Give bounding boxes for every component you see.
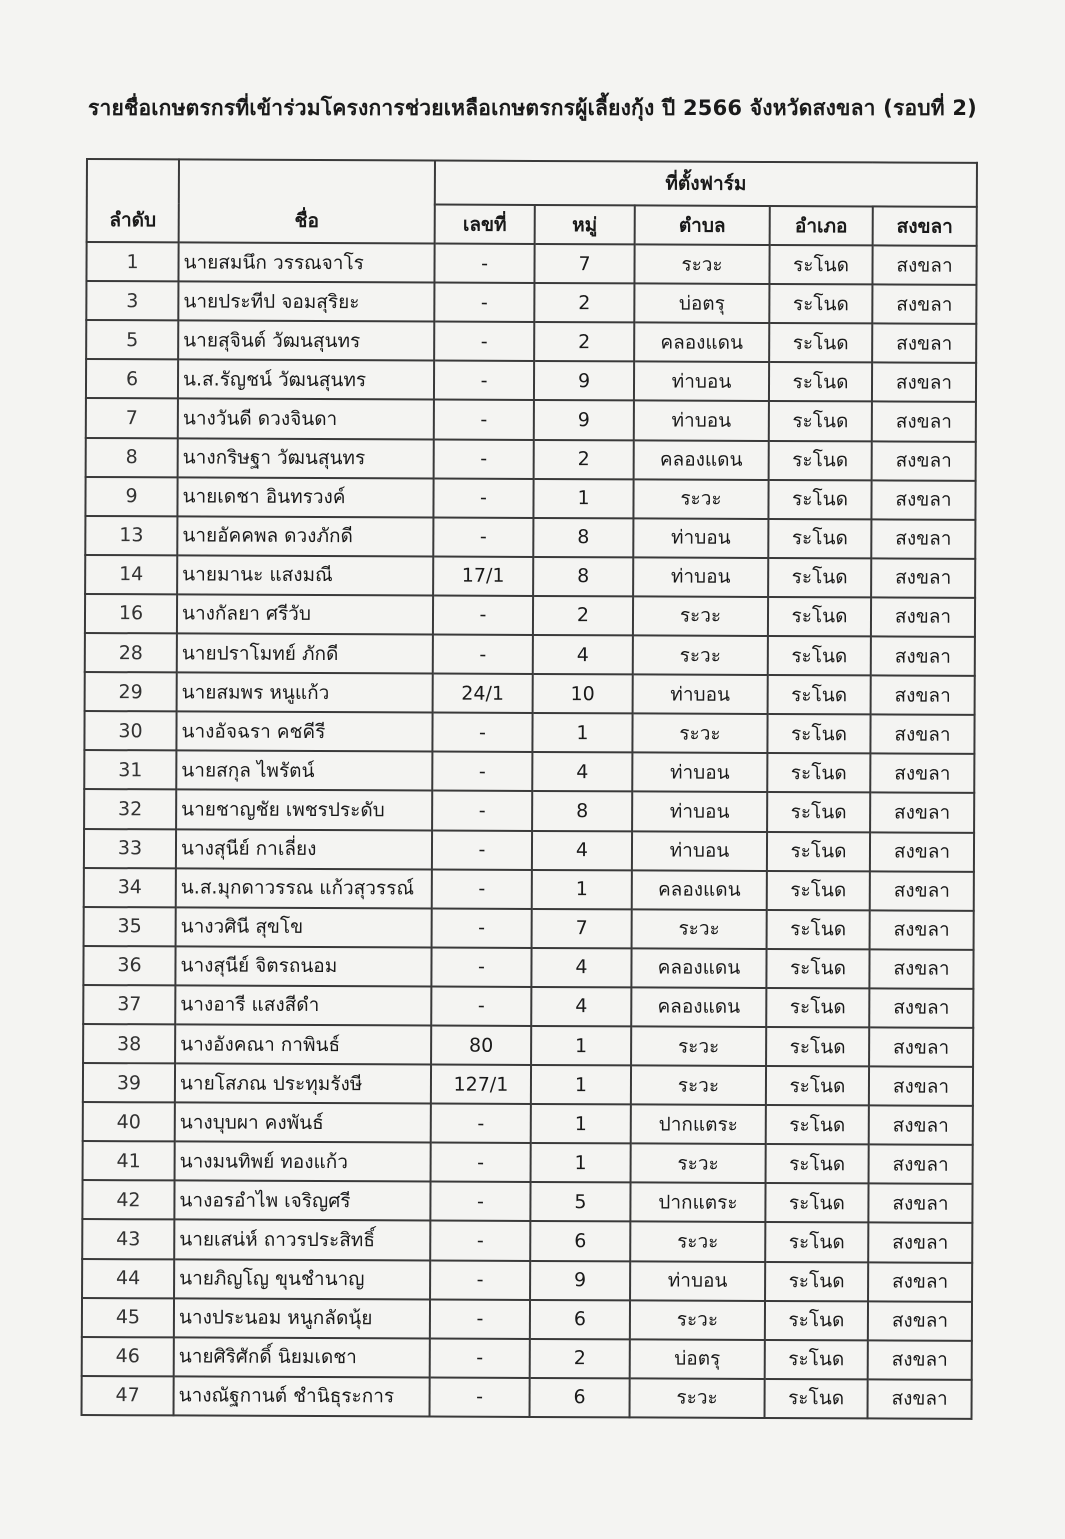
- row-name: นางบุบผา คงพันธ์: [175, 1103, 431, 1143]
- row-province: สงขลา: [870, 871, 974, 911]
- row-order: 34: [84, 868, 176, 907]
- row-name: นายสมพร หนูแก้ว: [177, 673, 433, 713]
- row-province: สงขลา: [869, 1066, 973, 1106]
- table-row: [86, 242, 976, 285]
- row-moo: 2: [533, 596, 633, 636]
- row-name: น.ส.มุกดาวรรณ แก้วสุวรรณ์: [176, 868, 432, 908]
- row-house-no: -: [431, 1104, 531, 1144]
- row-amphoe: ระโนด: [766, 1105, 869, 1145]
- table-row: [85, 555, 975, 598]
- row-amphoe: ระโนด: [769, 401, 872, 441]
- table-body: [82, 242, 977, 1419]
- row-tambon: คลองแดน: [631, 948, 766, 988]
- row-order: 9: [85, 477, 177, 516]
- row-name: นางอัจฉรา คชคีรี: [176, 712, 432, 752]
- row-name: นายอัคคพล ดวงภักดี: [177, 516, 433, 556]
- row-amphoe: ระโนด: [767, 714, 870, 754]
- row-amphoe: ระโนด: [765, 1222, 868, 1262]
- row-name: นายประทีป จอมสุริยะ: [178, 282, 434, 322]
- row-tambon: ท่าบอน: [634, 362, 769, 402]
- row-order: 44: [82, 1259, 174, 1298]
- row-tambon: ระวะ: [631, 1026, 766, 1066]
- row-name: นางวันดี ดวงจินดา: [178, 399, 434, 439]
- row-house-no: -: [430, 1299, 530, 1339]
- header-farm-location: ที่ตั้งฟาร์ม: [435, 161, 977, 207]
- row-tambon: ระวะ: [631, 1144, 766, 1184]
- row-moo: 2: [534, 322, 634, 362]
- row-moo: 1: [531, 1104, 631, 1144]
- row-house-no: -: [433, 478, 533, 518]
- row-tambon: ท่าบอน: [634, 401, 769, 441]
- row-moo: 6: [530, 1221, 630, 1261]
- row-house-no: -: [433, 635, 533, 675]
- row-moo: 4: [531, 987, 631, 1027]
- row-order: 40: [83, 1102, 175, 1141]
- row-house-no: 24/1: [433, 674, 533, 714]
- row-tambon: คลองแดน: [632, 870, 767, 910]
- row-order: 43: [82, 1219, 174, 1258]
- row-province: สงขลา: [868, 1379, 972, 1419]
- table-row: [83, 946, 973, 989]
- row-tambon: ปากแตระ: [631, 1105, 766, 1145]
- row-tambon: ท่าบอน: [632, 831, 767, 871]
- row-amphoe: ระโนด: [766, 949, 869, 989]
- header-moo: หมู่: [535, 205, 635, 245]
- row-house-no: -: [430, 1182, 530, 1222]
- row-province: สงขลา: [870, 832, 974, 872]
- row-order: 42: [82, 1180, 174, 1219]
- row-order: 7: [86, 398, 178, 437]
- row-province: สงขลา: [868, 1262, 972, 1302]
- row-name: นางอารี แสงสีดำ: [175, 985, 431, 1025]
- row-moo: 2: [530, 1339, 630, 1379]
- row-moo: 8: [533, 557, 633, 597]
- row-house-no: -: [430, 1221, 530, 1261]
- row-house-no: -: [434, 283, 534, 323]
- header-tambon: ตำบล: [635, 205, 770, 245]
- table-row: [85, 672, 975, 715]
- row-moo: 1: [531, 1143, 631, 1183]
- row-house-no: -: [430, 1377, 530, 1417]
- row-order: 35: [84, 907, 176, 946]
- row-order: 47: [82, 1376, 174, 1415]
- row-province: สงขลา: [870, 910, 974, 950]
- row-tambon: คลองแดน: [634, 440, 769, 480]
- row-order: 16: [85, 594, 177, 633]
- table-row: [84, 828, 974, 871]
- table-row: [83, 1063, 973, 1106]
- table-row: [85, 477, 975, 520]
- row-tambon: ระวะ: [632, 909, 767, 949]
- row-moo: 1: [531, 1026, 631, 1066]
- table-row: [83, 1024, 973, 1067]
- row-province: สงขลา: [868, 1223, 972, 1263]
- row-moo: 1: [533, 479, 633, 519]
- table-row: [84, 711, 974, 754]
- row-order: 31: [84, 750, 176, 789]
- row-order: 32: [84, 789, 176, 828]
- row-moo: 10: [533, 674, 633, 714]
- row-amphoe: ระโนด: [767, 910, 870, 950]
- row-amphoe: ระโนด: [769, 323, 872, 363]
- row-house-no: -: [434, 400, 534, 440]
- row-name: นางณัฐกานต์ ชำนิธุระการ: [174, 1376, 430, 1416]
- farmer-table-container: [81, 158, 976, 1420]
- row-tambon: ท่าบอน: [633, 557, 768, 597]
- table-row: [82, 1259, 972, 1302]
- row-order: 30: [84, 711, 176, 750]
- row-amphoe: ระโนด: [765, 1301, 868, 1341]
- row-province: สงขลา: [868, 1184, 972, 1224]
- row-tambon: คลองแดน: [634, 323, 769, 363]
- row-house-no: -: [431, 1143, 531, 1183]
- row-tambon: ท่าบอน: [632, 753, 767, 793]
- row-moo: 9: [530, 1260, 630, 1300]
- row-moo: 5: [530, 1182, 630, 1222]
- row-moo: 2: [534, 440, 634, 480]
- row-amphoe: ระโนด: [765, 1183, 868, 1223]
- table-row: [86, 359, 976, 402]
- row-tambon: ระวะ: [630, 1378, 765, 1418]
- row-moo: 4: [533, 635, 633, 675]
- table-row: [84, 868, 974, 911]
- table-row: [86, 438, 976, 481]
- row-amphoe: ระโนด: [769, 284, 872, 324]
- table-row: [82, 1337, 972, 1380]
- row-province: สงขลา: [872, 402, 976, 442]
- row-moo: 9: [534, 400, 634, 440]
- row-province: สงขลา: [870, 793, 974, 833]
- table-row: [86, 398, 976, 441]
- row-name: นายสมนึก วรรณจาโร: [178, 242, 434, 282]
- table-row: [82, 1298, 972, 1341]
- table-row: [84, 750, 974, 793]
- row-name: นางสุนีย์ จิตรถนอม: [175, 946, 431, 986]
- row-tambon: ระวะ: [633, 596, 768, 636]
- row-order: 29: [85, 672, 177, 711]
- row-province: สงขลา: [869, 1106, 973, 1146]
- row-province: สงขลา: [872, 324, 976, 364]
- row-amphoe: ระโนด: [768, 558, 871, 598]
- row-order: 28: [85, 633, 177, 672]
- row-province: สงขลา: [871, 636, 975, 676]
- row-amphoe: ระโนด: [767, 831, 870, 871]
- row-tambon: ระวะ: [630, 1300, 765, 1340]
- row-moo: 7: [534, 244, 634, 284]
- table-row: [86, 320, 976, 363]
- row-moo: 1: [531, 1065, 631, 1105]
- row-tambon: ท่าบอน: [633, 675, 768, 715]
- row-order: 37: [83, 985, 175, 1024]
- row-amphoe: ระโนด: [767, 871, 870, 911]
- row-house-no: -: [430, 1338, 530, 1378]
- row-amphoe: ระโนด: [766, 1144, 869, 1184]
- row-name: นายชาญชัย เพชรประดับ: [176, 790, 432, 830]
- row-moo: 1: [532, 870, 632, 910]
- row-amphoe: ระโนด: [769, 441, 872, 481]
- row-amphoe: ระโนด: [769, 362, 872, 402]
- row-house-no: -: [434, 244, 534, 284]
- row-tambon: ระวะ: [633, 635, 768, 675]
- row-amphoe: ระโนด: [767, 792, 870, 832]
- row-house-no: -: [432, 713, 532, 753]
- row-house-no: -: [432, 791, 532, 831]
- row-province: สงขลา: [872, 363, 976, 403]
- row-name: นายปราโมทย์ ภักดี: [177, 633, 433, 673]
- row-province: สงขลา: [869, 1145, 973, 1185]
- table-row: [82, 1180, 972, 1223]
- row-province: สงขลา: [871, 480, 975, 520]
- row-name: นายโสภณ ประทุมรังษี: [175, 1063, 431, 1103]
- row-name: นางวศินี สุขโข: [176, 907, 432, 947]
- row-tambon: ระวะ: [630, 1222, 765, 1262]
- table-row: [83, 985, 973, 1028]
- row-house-no: -: [434, 322, 534, 362]
- row-order: 39: [83, 1063, 175, 1102]
- row-house-no: 17/1: [433, 556, 533, 596]
- table-row: [85, 594, 975, 637]
- row-moo: 8: [533, 518, 633, 558]
- row-province: สงขลา: [871, 676, 975, 716]
- row-province: สงขลา: [870, 754, 974, 794]
- row-house-no: -: [432, 830, 532, 870]
- row-moo: 6: [530, 1378, 630, 1418]
- row-province: สงขลา: [871, 519, 975, 559]
- row-province: สงขลา: [871, 558, 975, 598]
- row-house-no: -: [431, 986, 531, 1026]
- row-tambon: ระวะ: [633, 479, 768, 519]
- row-province: สงขลา: [870, 715, 974, 755]
- row-amphoe: ระโนด: [766, 1027, 869, 1067]
- row-amphoe: ระโนด: [768, 480, 871, 520]
- row-tambon: ท่าบอน: [632, 792, 767, 832]
- row-province: สงขลา: [869, 1027, 973, 1067]
- row-province: สงขลา: [872, 246, 976, 286]
- row-amphoe: ระโนด: [765, 1262, 868, 1302]
- row-amphoe: ระโนด: [766, 988, 869, 1028]
- row-amphoe: ระโนด: [768, 519, 871, 559]
- row-tambon: ท่าบอน: [630, 1261, 765, 1301]
- row-name: นายมานะ แสงมณี: [177, 555, 433, 595]
- row-house-no: -: [433, 517, 533, 557]
- document-title: รายชื่อเกษตรกรที่เข้าร่วมโครงการช่วยเหลือเกษตรกรผู้เลี้ยงกุ้ง ปี 2566 จังหวัดสงขลา (รอบที่ 2): [88, 96, 977, 120]
- row-province: สงขลา: [872, 441, 976, 481]
- row-order: 33: [84, 828, 176, 867]
- row-name: นางกัลยา ศรีวับ: [177, 594, 433, 634]
- row-order: 41: [83, 1141, 175, 1180]
- row-house-no: 127/1: [431, 1065, 531, 1105]
- row-order: 14: [85, 555, 177, 594]
- row-name: นางสุนีย์ กาเลี่ยง: [176, 829, 432, 869]
- row-amphoe: ระโนด: [768, 597, 871, 637]
- row-amphoe: ระโนด: [768, 636, 871, 676]
- row-moo: 4: [532, 830, 632, 870]
- table-row: [82, 1376, 972, 1419]
- row-order: 38: [83, 1024, 175, 1063]
- row-name: นางประนอม หนูกลัดนุ้ย: [174, 1298, 430, 1338]
- row-moo: 7: [532, 909, 632, 949]
- row-province: สงขลา: [868, 1340, 972, 1380]
- row-house-no: -: [434, 361, 534, 401]
- row-order: 45: [82, 1298, 174, 1337]
- table-row: [85, 633, 975, 676]
- row-amphoe: ระโนด: [765, 1340, 868, 1380]
- row-amphoe: ระโนด: [766, 1066, 869, 1106]
- row-tambon: ท่าบอน: [633, 518, 768, 558]
- row-tambon: คลองแดน: [631, 987, 766, 1027]
- header-row-1: [87, 159, 977, 207]
- table-row: [84, 907, 974, 950]
- row-amphoe: ระโนด: [767, 753, 870, 793]
- row-order: 46: [82, 1337, 174, 1376]
- row-tambon: ระวะ: [631, 1065, 766, 1105]
- row-house-no: -: [433, 595, 533, 635]
- row-order: 3: [86, 281, 178, 320]
- row-order: 5: [86, 320, 178, 359]
- row-amphoe: ระโนด: [769, 245, 872, 285]
- row-moo: 9: [534, 361, 634, 401]
- row-name: น.ส.รัญชน์ วัฒนสุนทร: [178, 360, 434, 400]
- row-house-no: -: [434, 439, 534, 479]
- row-province: สงขลา: [869, 988, 973, 1028]
- table-row: [86, 281, 976, 324]
- row-moo: 4: [531, 948, 631, 988]
- row-house-no: -: [432, 908, 532, 948]
- farmer-table: [81, 158, 979, 1420]
- row-province: สงขลา: [868, 1301, 972, 1341]
- row-province: สงขลา: [872, 285, 976, 325]
- row-moo: 4: [532, 752, 632, 792]
- row-province: สงขลา: [871, 597, 975, 637]
- row-moo: 2: [534, 283, 634, 323]
- row-tambon: ระวะ: [632, 714, 767, 754]
- header-name: ชื่อ: [179, 159, 435, 243]
- row-name: นายสุจินต์ วัฒนสุนทร: [178, 321, 434, 361]
- row-name: นายศิริศักดิ์ นิยมเดชา: [174, 1337, 430, 1377]
- row-moo: 1: [532, 713, 632, 753]
- row-amphoe: ระโนด: [765, 1379, 868, 1419]
- row-name: นายเสน่ห์ ถาวรประสิทธิ์: [174, 1220, 430, 1260]
- row-order: 1: [86, 242, 178, 281]
- row-house-no: -: [430, 1260, 530, 1300]
- row-order: 8: [86, 438, 178, 477]
- header-province: สงขลา: [873, 206, 977, 246]
- row-order: 6: [86, 359, 178, 398]
- row-house-no: -: [431, 947, 531, 987]
- row-order: 13: [85, 516, 177, 555]
- row-tambon: ระวะ: [634, 244, 769, 284]
- row-name: นางอังคณา กาพินธ์: [175, 1024, 431, 1064]
- row-moo: 6: [530, 1300, 630, 1340]
- row-province: สงขลา: [869, 949, 973, 989]
- table-row: [82, 1219, 972, 1262]
- row-moo: 8: [532, 791, 632, 831]
- row-name: นางกริษฐา วัฒนสุนทร: [178, 438, 434, 478]
- row-house-no: -: [432, 869, 532, 909]
- header-order: ลำดับ: [87, 159, 179, 242]
- table-row: [83, 1141, 973, 1184]
- row-tambon: บ่อตรุ: [630, 1339, 765, 1379]
- header-house-no: เลขที่: [435, 205, 535, 245]
- row-name: นายภิญโญ ขุนชำนาญ: [174, 1259, 430, 1299]
- row-name: นายเดชา อินทรวงค์: [177, 477, 433, 517]
- row-name: นายสกุล ไพรัตน์: [176, 751, 432, 791]
- table-row: [84, 789, 974, 832]
- table-row: [85, 516, 975, 559]
- row-tambon: ปากแตระ: [630, 1183, 765, 1223]
- row-house-no: 80: [431, 1025, 531, 1065]
- table-row: [83, 1102, 973, 1145]
- row-order: 36: [83, 946, 175, 985]
- header-amphoe: อำเภอ: [770, 206, 873, 246]
- row-name: นางอรอำไพ เจริญศรี: [174, 1181, 430, 1221]
- row-tambon: บ่อตรุ: [634, 284, 769, 324]
- row-amphoe: ระโนด: [768, 675, 871, 715]
- row-name: นางมนทิพย์ ทองแก้ว: [175, 1142, 431, 1182]
- row-house-no: -: [432, 752, 532, 792]
